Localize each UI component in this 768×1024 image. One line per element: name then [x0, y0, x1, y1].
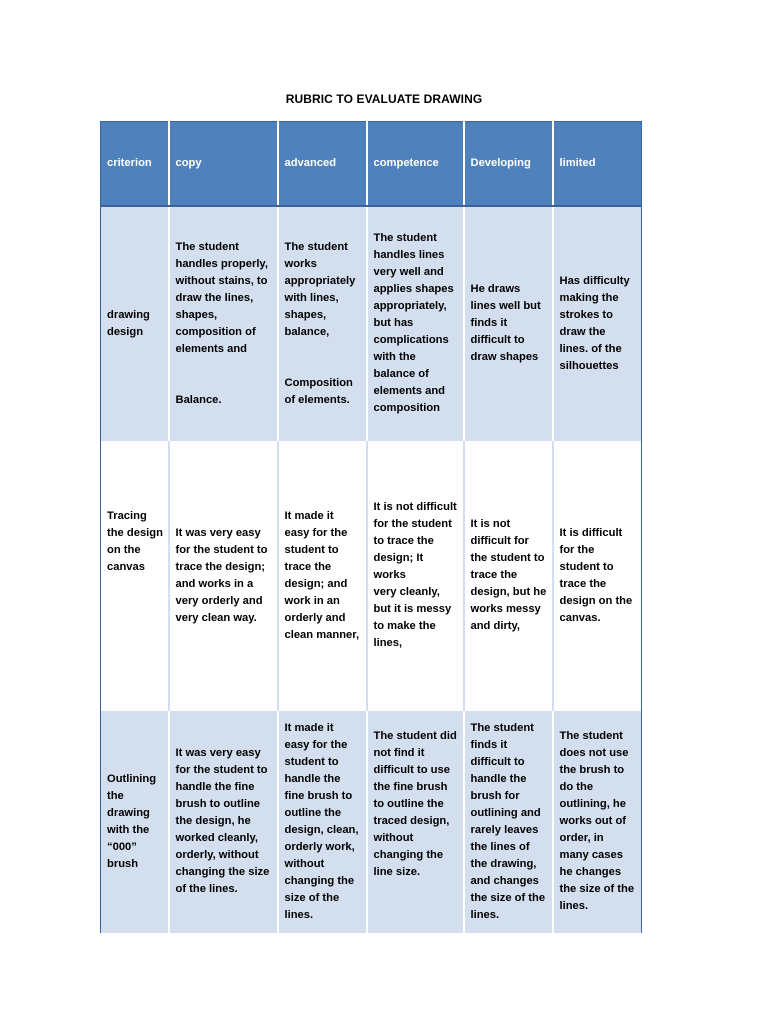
copy-cell [169, 206, 278, 441]
limited-text: The student does not use the brush to do the outlining, he works out of order, in many cases he changes the size of the lines. [559, 730, 635, 912]
criterion-text: drawing design [107, 308, 150, 338]
advanced-text: It made it easy for the student to trace the design; and work in an orderly and clean manner, [284, 509, 360, 641]
table-row [101, 206, 642, 441]
limited-text: Has difficulty making the strokes to draw the lines. of the silhouettes [559, 274, 630, 372]
table-row [101, 711, 642, 933]
table-row [101, 441, 642, 711]
developing-text: He draws lines well but finds it difficult to draw shapes [470, 283, 541, 363]
page-title: RUBRIC TO EVALUATE DRAWING [285, 92, 483, 106]
rubric-table [100, 121, 642, 933]
competence-cell [367, 206, 464, 441]
copy-text: The student handles properly, without stains, to draw the lines, shapes, composition of elements and Balance. [175, 240, 268, 406]
developing-cell [464, 206, 553, 441]
competence-text: The student did not find it difficult to use the fine brush to outline the traced design, without changing the line size. [373, 730, 457, 878]
advanced-cell [278, 206, 367, 441]
competence-text: It is not difficult for the student to trace the design; It works very cleanly, but it is messy to make the lines, [373, 501, 457, 649]
header-developing: Developing [464, 122, 553, 206]
criterion-text: Tracing the design on the canvas [107, 509, 163, 573]
copy-cell [169, 711, 278, 933]
developing-text: The student finds it difficult to handle the brush for outlining and rarely leaves the lines of the drawing, and changes the size of the lines. [470, 721, 546, 921]
criterion-cell [101, 711, 169, 933]
header-advanced: advanced [278, 122, 367, 206]
developing-cell [464, 441, 553, 711]
header-competence: competence [367, 122, 464, 206]
criterion-cell [101, 441, 169, 711]
developing-text: It is not difficult for the student to trace the design, but he works messy and dirty, [470, 518, 547, 632]
header-copy: copy [169, 122, 278, 206]
header-criterion: criterion [101, 122, 169, 206]
competence-cell [367, 711, 464, 933]
limited-cell [553, 711, 642, 933]
copy-cell [169, 441, 278, 711]
criterion-text: Outlining the drawing with the “000” brush [107, 772, 157, 870]
header-limited: limited [553, 122, 642, 206]
limited-cell [553, 441, 642, 711]
developing-cell [464, 711, 553, 933]
limited-text: It is difficult for the student to trace the design on the canvas. [559, 526, 633, 624]
table-header-row [101, 122, 642, 206]
limited-cell [553, 206, 642, 441]
advanced-text: It made it easy for the student to handle the fine brush to outline the design, clean, orderly work, without changing the size of the lines. [284, 721, 359, 921]
advanced-cell [278, 441, 367, 711]
competence-text: The student handles lines very well and applies shapes appropriately, but has complications with the balance of elements and composition [373, 232, 454, 414]
criterion-cell [101, 206, 169, 441]
advanced-text: The student works appropriately with lines, shapes, balance, Composition of elements. [284, 240, 356, 406]
copy-text: It was very easy for the student to trace the design; and works in a very orderly and very clean way. [175, 526, 268, 624]
copy-text: It was very easy for the student to handle the fine brush to outline the design, he worked cleanly, orderly, without changing the size of the lines. [175, 747, 270, 895]
advanced-cell [278, 711, 367, 933]
competence-cell [367, 441, 464, 711]
